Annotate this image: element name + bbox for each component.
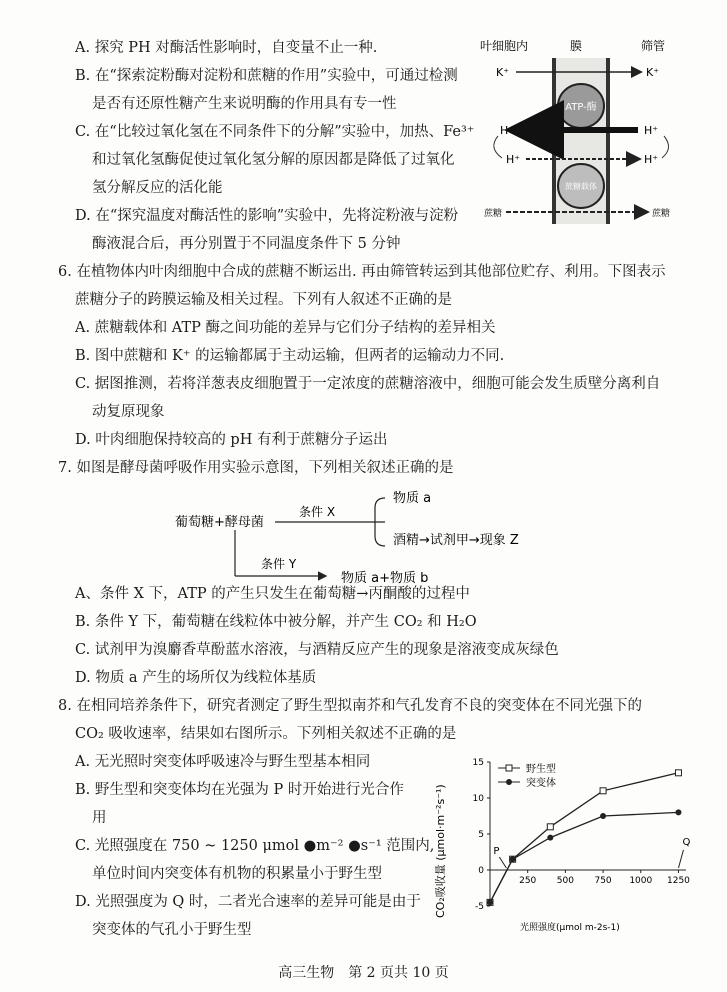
x-tick-label: 1250 (667, 876, 690, 886)
q7-option-c: C. 试剂甲为溴麝香草酚蓝水溶液，与酒精反应产生的现象是溶液变成灰绿色 (75, 642, 559, 658)
y-axis-label: CO₂吸收量 (μmol·m⁻²s⁻¹) (434, 784, 447, 918)
h-ion-left-top: H⁺ (500, 124, 515, 137)
q5-option-a: A. 探究 PH 对酶活性影响时，自变量不止一种. (75, 40, 378, 56)
q6-stem-line2: 蔗糖分子的跨膜运输及相关过程。下列有人叙述不正确的是 (75, 292, 452, 308)
legend-marker (506, 765, 512, 771)
q8-stem-line2: CO₂ 吸收速率，结果如右图所示。下列相关叙述不正确的是 (75, 726, 457, 742)
yeast-respiration-figure (165, 484, 585, 584)
q8-option-b-line2: 用 (92, 810, 107, 826)
h-ion-right-bottom: H⁺ (644, 153, 659, 166)
y-tick-label: -5 (475, 902, 484, 912)
q5-option-d-line1: D. 在“探究温度对酶活性的影响”实验中，先将淀粉液与淀粉 (75, 208, 459, 224)
q8-stem-line1: 8. 在相同培养条件下，研究者测定了野生型拟南芥和气孔发育不良的突变体在不同光强下的 (58, 698, 642, 714)
atp-enzyme-label: ATP-酶 (565, 102, 597, 113)
q6-option-d: D. 叶肉细胞保持较高的 pH 有利于蔗糖分子运出 (75, 432, 388, 448)
q8-option-d-line1: D. 光照强度为 Q 时，二者光合速率的差异可能是由于 (75, 894, 421, 910)
annotation-p-pointer (499, 857, 506, 868)
data-point (675, 809, 681, 815)
q6-option-c-line1: C. 据图推测，若将洋葱表皮细胞置于一定浓度的蔗糖溶液中，细胞可能会发生质壁分离利自 (75, 376, 661, 392)
q7-stem: 7. 如图是酵母菌呼吸作用实验示意图，下列相关叙述正确的是 (58, 460, 454, 476)
sucrose-carrier-label: 蔗糖载体 (565, 182, 597, 191)
y-tick-label: 5 (478, 830, 484, 840)
q7-option-d: D. 物质 a 产生的场所仅为线粒体基质 (75, 670, 317, 686)
x-tick-label: 500 (556, 876, 574, 886)
cycle-arrow-left (494, 136, 502, 158)
data-point (675, 770, 681, 776)
q8-option-b-line1: B. 野生型和突变体均在光强为 P 时开始进行光合作 (75, 782, 404, 798)
membrane-transport-figure (478, 36, 688, 226)
alcohol-chain-node: 酒精→试剂甲→现象 Z (393, 533, 519, 548)
q5-option-c-line3: 氢分解反应的活化能 (92, 180, 223, 196)
cycle-arrow-right (662, 136, 669, 158)
condition-x-label: 条件 X (299, 505, 336, 519)
yeast-start-node: 葡萄糖+酵母菌 (175, 515, 264, 530)
q6-stem-line1: 6. 在植物体内叶肉细胞中合成的蔗糖不断运出. 再由筛管转运到其他部位贮存、利用。下图表示 (58, 264, 666, 280)
data-point (600, 813, 606, 819)
q5-option-c-line1: C. 在“比较过氧化氢在不同条件下的分解”实验中，加热、Fe³⁺ (75, 124, 475, 140)
label-membrane: 膜 (570, 39, 583, 53)
q5-option-d-line2: 酶液混合后，再分别置于不同温度条件下 5 分钟 (92, 236, 401, 252)
products-node: 物质 a+物质 b (341, 571, 429, 584)
q5-option-b-line2: 是否有还原性糖产生来说明酶的作用具有专一性 (92, 96, 397, 112)
branch-bracket (375, 498, 385, 546)
y-tick-label: 15 (472, 758, 484, 768)
data-point (487, 899, 493, 905)
h-ion-right-top: H⁺ (644, 124, 659, 137)
data-point (547, 824, 553, 830)
label-leaf-cell: 叶细胞内 (480, 39, 529, 53)
q8-option-d-line2: 突变体的气孔小于野生型 (92, 922, 252, 938)
k-ion-left: K⁺ (496, 66, 510, 79)
x-axis-label: 光照强度(μmol m-2s-1) (520, 923, 620, 933)
h-ion-left-bottom: H⁺ (506, 153, 521, 166)
x-tick-label: 250 (519, 876, 537, 886)
q7-option-b: B. 条件 Y 下，葡萄糖在线粒体中被分解，并产生 CO₂ 和 H₂O (75, 614, 477, 630)
series-line (490, 812, 678, 902)
condition-y-label: 条件 Y (261, 557, 297, 571)
co2-uptake-chart (428, 748, 704, 936)
x-tick-label: 750 (594, 876, 612, 886)
label-sieve-tube: 筛管 (641, 39, 666, 53)
data-point (510, 856, 516, 862)
data-point (600, 788, 606, 794)
legend-label: 突变体 (526, 778, 556, 789)
sucrose-left: 蔗糖 (484, 209, 503, 219)
substance-a-node: 物质 a (393, 491, 432, 506)
membrane-outer-left (552, 58, 556, 224)
q5-option-c-line2: 和过氧化氢酶促使过氧化氢分解的原因都是降低了过氧化 (92, 152, 455, 168)
q8-option-c-line1: C. 光照强度在 750 ~ 1250 μmol ●m⁻² ●s⁻¹ 范围内, (75, 838, 435, 854)
page-footer: 高三生物 第 2 页共 10 页 (278, 965, 449, 981)
annotation-p: P (493, 846, 500, 857)
y-tick-label: 10 (472, 794, 484, 804)
legend-label: 野生型 (526, 764, 556, 775)
q7-option-a: A、条件 X 下，ATP 的产生只发生在葡萄糖→丙酮酸的过程中 (75, 586, 470, 602)
membrane-outer-right (606, 58, 610, 224)
sucrose-right: 蔗糖 (652, 209, 671, 219)
y-tick-label: 0 (478, 866, 484, 876)
x-tick-label: 1000 (629, 876, 653, 886)
q8-option-c-line2: 单位时间内突变体有机物的积累量小于野生型 (92, 866, 382, 882)
q5-option-b-line1: B. 在“探索淀粉酶对淀粉和蔗糖的作用”实验中，可通过检测 (75, 68, 458, 84)
annotation-q-pointer (678, 850, 683, 868)
q6-option-b: B. 图中蔗糖和 K⁺ 的运输都属于主动运输，但两者的运输动力不同. (75, 348, 505, 364)
q6-option-c-line2: 动复原现象 (92, 404, 165, 420)
q8-option-a: A. 无光照时突变体呼吸速冷与野生型基本相同 (75, 754, 371, 770)
data-point (547, 835, 553, 841)
annotation-q: Q (682, 836, 691, 848)
k-ion-right: K⁺ (646, 66, 660, 79)
legend-marker (506, 779, 512, 785)
q6-option-a: A. 蔗糖载体和 ATP 酶之间功能的差异与它们分子结构的差异相关 (75, 320, 496, 336)
